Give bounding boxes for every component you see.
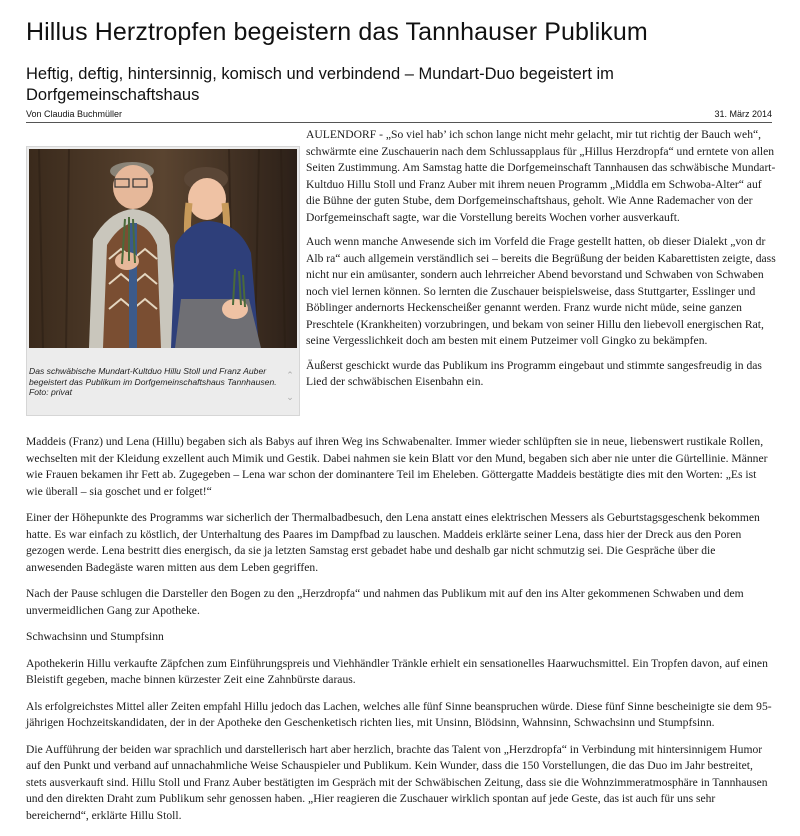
photo-caption: Das schwäbische Mundart-Kultduo Hillu Stoll und Franz Auber begeistert das Publikum im Dorfgemeinschaftshaus Tannhausen. Foto: privat [29, 366, 277, 397]
article-body-column [306, 127, 776, 399]
chevron-up-icon[interactable]: ⌃ [286, 371, 294, 381]
article-paragraph: Die Aufführung der beiden war sprachlich und darstellerisch hart aber herzlich, brachte das Talent von „Herzdropfa“ in Verbindung mit hintersinnigem Humor auf den Punkt und verband auf unnachahmliche Weise Schauspieler und Publikum. Kein Wunder, dass die 150 Vorstellungen, die das Duo im Jahr bestreitet, stets ausverkauft sind. Hillu Stoll und Franz Auber bestätigten im Gespräch mit der Schwäbischen Zeitung, dass sie die Wohnzimmeratmosphäre in Tannhausen und den direkten Draht zum Publikum sehr genossen haben. „Hier reagieren die Zuschauer wirklich spontan auf jede Geste, das ist auch für uns sehr bereichernd“, erklärte Hillu Stoll. [26, 742, 768, 822]
article-headline: Hillus Herztropfen begeistern das Tannhauser Publikum [26, 18, 648, 46]
article-paragraph: AULENDORF - „So viel hab’ ich schon lange nicht mehr gelacht, mir tut richtig der Bauch weh“, schwärmte eine Zuschauerin nach dem Schlussapplaus für „Hillus Herzdropfa“ und erntete von allen Seiten Zustimmung. Am Samstag hatte die Dorfgemeinschaft Tannhausen das schwäbische Mundart-Kultduo Hillu Stoll und Franz Auber mit ihrem neuen Programm „Middla em Schwoba-Alter“ auf die Bühne der guten Stube, dem Dorfgemeinschaftshaus, geholt. Wie Anne Rademacher von der Dorfgemeinschaft sagte, war die Vorstellung bereits Wochen vorher ausverkauft. [306, 128, 776, 224]
article-subheadline: Heftig, deftig, hintersinnig, komisch und verbindend – Mundart-Duo begeistert im Dorfgemeinschaftshaus [26, 65, 614, 104]
article-body-full [26, 434, 774, 834]
article-paragraph: Maddeis (Franz) und Lena (Hillu) begaben sich als Babys auf ihren Weg ins Schwabenalter. Immer wieder schlüpften sie in neue, liebenswert rustikale Rollen, wechselten mit der Kleidung exzellent auch Mimik und Gestik. Dabei nahmen sie kein Blatt vor den Mund, begaben sich aber nie unter die Gürtellinie. Männer wie Frauen bekamen ihr Fett ab. Zugegeben – Lena war schon der dominantere Teil im Eheleben. Göttergatte Maddeis bestätigte dies mit den Worten: „Es ist wie überall – sia goschet und er folget!“ [26, 435, 768, 498]
chevron-down-icon[interactable]: ⌄ [286, 393, 294, 403]
article-paragraph: Auch wenn manche Anwesende sich im Vorfeld die Frage gestellt hatten, ob dieser Dialekt „von dr Alb ra“ auch allgemein verständlich sei – bereits die Begrüßung der beiden Kabarettisten zeigte, dass nicht nur ein amüsanter, sondern auch lehrreicher Abend bevorstand und Schwaben von Schwaben noch viel lernen können. So lernten die Zuschauer beispielsweise, dass Stuttgarter, Esslinger und Böblinger andernorts Heckenscheißer genannt werden. Franz wurde nicht müde, seine ganzen Preschtele (Krankheiten) vorzubringen, und bekam von seiner Hillu den liebevoll energischen Rat, seine Vergesslichkeit doch am besten mit einem Putzeimer voll Gingko zu bekämpfen. [306, 235, 776, 347]
article-paragraph: Als erfolgreichstes Mittel aller Zeiten empfahl Hillu jedoch das Lachen, welches alle fünf Sinne beanspruchen würde. Diese fünf Sinne bescheinigte sie dem 95-jährigen Hochzeitskandidaten, der in der Apotheke den Geschenketisch richten lies, mit Unsinn, Blödsinn, Wahnsinn, Schwachsinn und Stumpfsinn. [26, 699, 772, 729]
section-subheading: Schwachsinn und Stumpfsinn [26, 630, 164, 643]
author-byline: Von Claudia Buchmüller [26, 109, 123, 119]
byline-row [26, 109, 772, 119]
article-paragraph: Nach der Pause schlugen die Darsteller den Bogen zu den „Herzdropfa“ und nahmen das Publikum mit auf den ins Alter gekommenen Schwaben und dem unvermeidlichen Gang zur Apotheke. [26, 587, 744, 617]
photo-box [26, 146, 300, 416]
publish-date: 31. März 2014 [714, 109, 772, 119]
article-photo[interactable] [29, 149, 297, 348]
article-paragraph: Apothekerin Hillu verkaufte Zäpfchen zum Einführungspreis und Viehhändler Tränkle erhielt ein sensationelles Haarwuchsmittel. Ein Tropfen davon, auf einen Bleistift gegeben, mache binnen kürzester Zeit eine Zahnbürste daraus. [26, 656, 768, 686]
article-paragraph: Äußerst geschickt wurde das Publikum ins Programm eingebaut und stimmte sangesfreudig in das Lied der schwäbischen Eisenbahn ein. [306, 358, 762, 388]
article-paragraph: Einer der Höhepunkte des Programms war sicherlich der Thermalbadbesuch, den Lena anstatt eines elektrischen Messers als Geburtstagsgeschenk bekommen hatte. Es war einfach zu köstlich, der Unterhaltung des Paares im Dampfbad zu lauschen. Maddeis erklärte seiner Lena, dass hier der Dreck aus den Poren gezogen werde. Lena bestritt dies energisch, da sie ja letzten Samstag erst gebadet habe und deshalb gar nicht schmutzig sei. Die Gespräche über die anwesenden Badegäste waren mitten aus dem Leben gegriffen. [26, 511, 760, 574]
header-divider [26, 122, 772, 123]
